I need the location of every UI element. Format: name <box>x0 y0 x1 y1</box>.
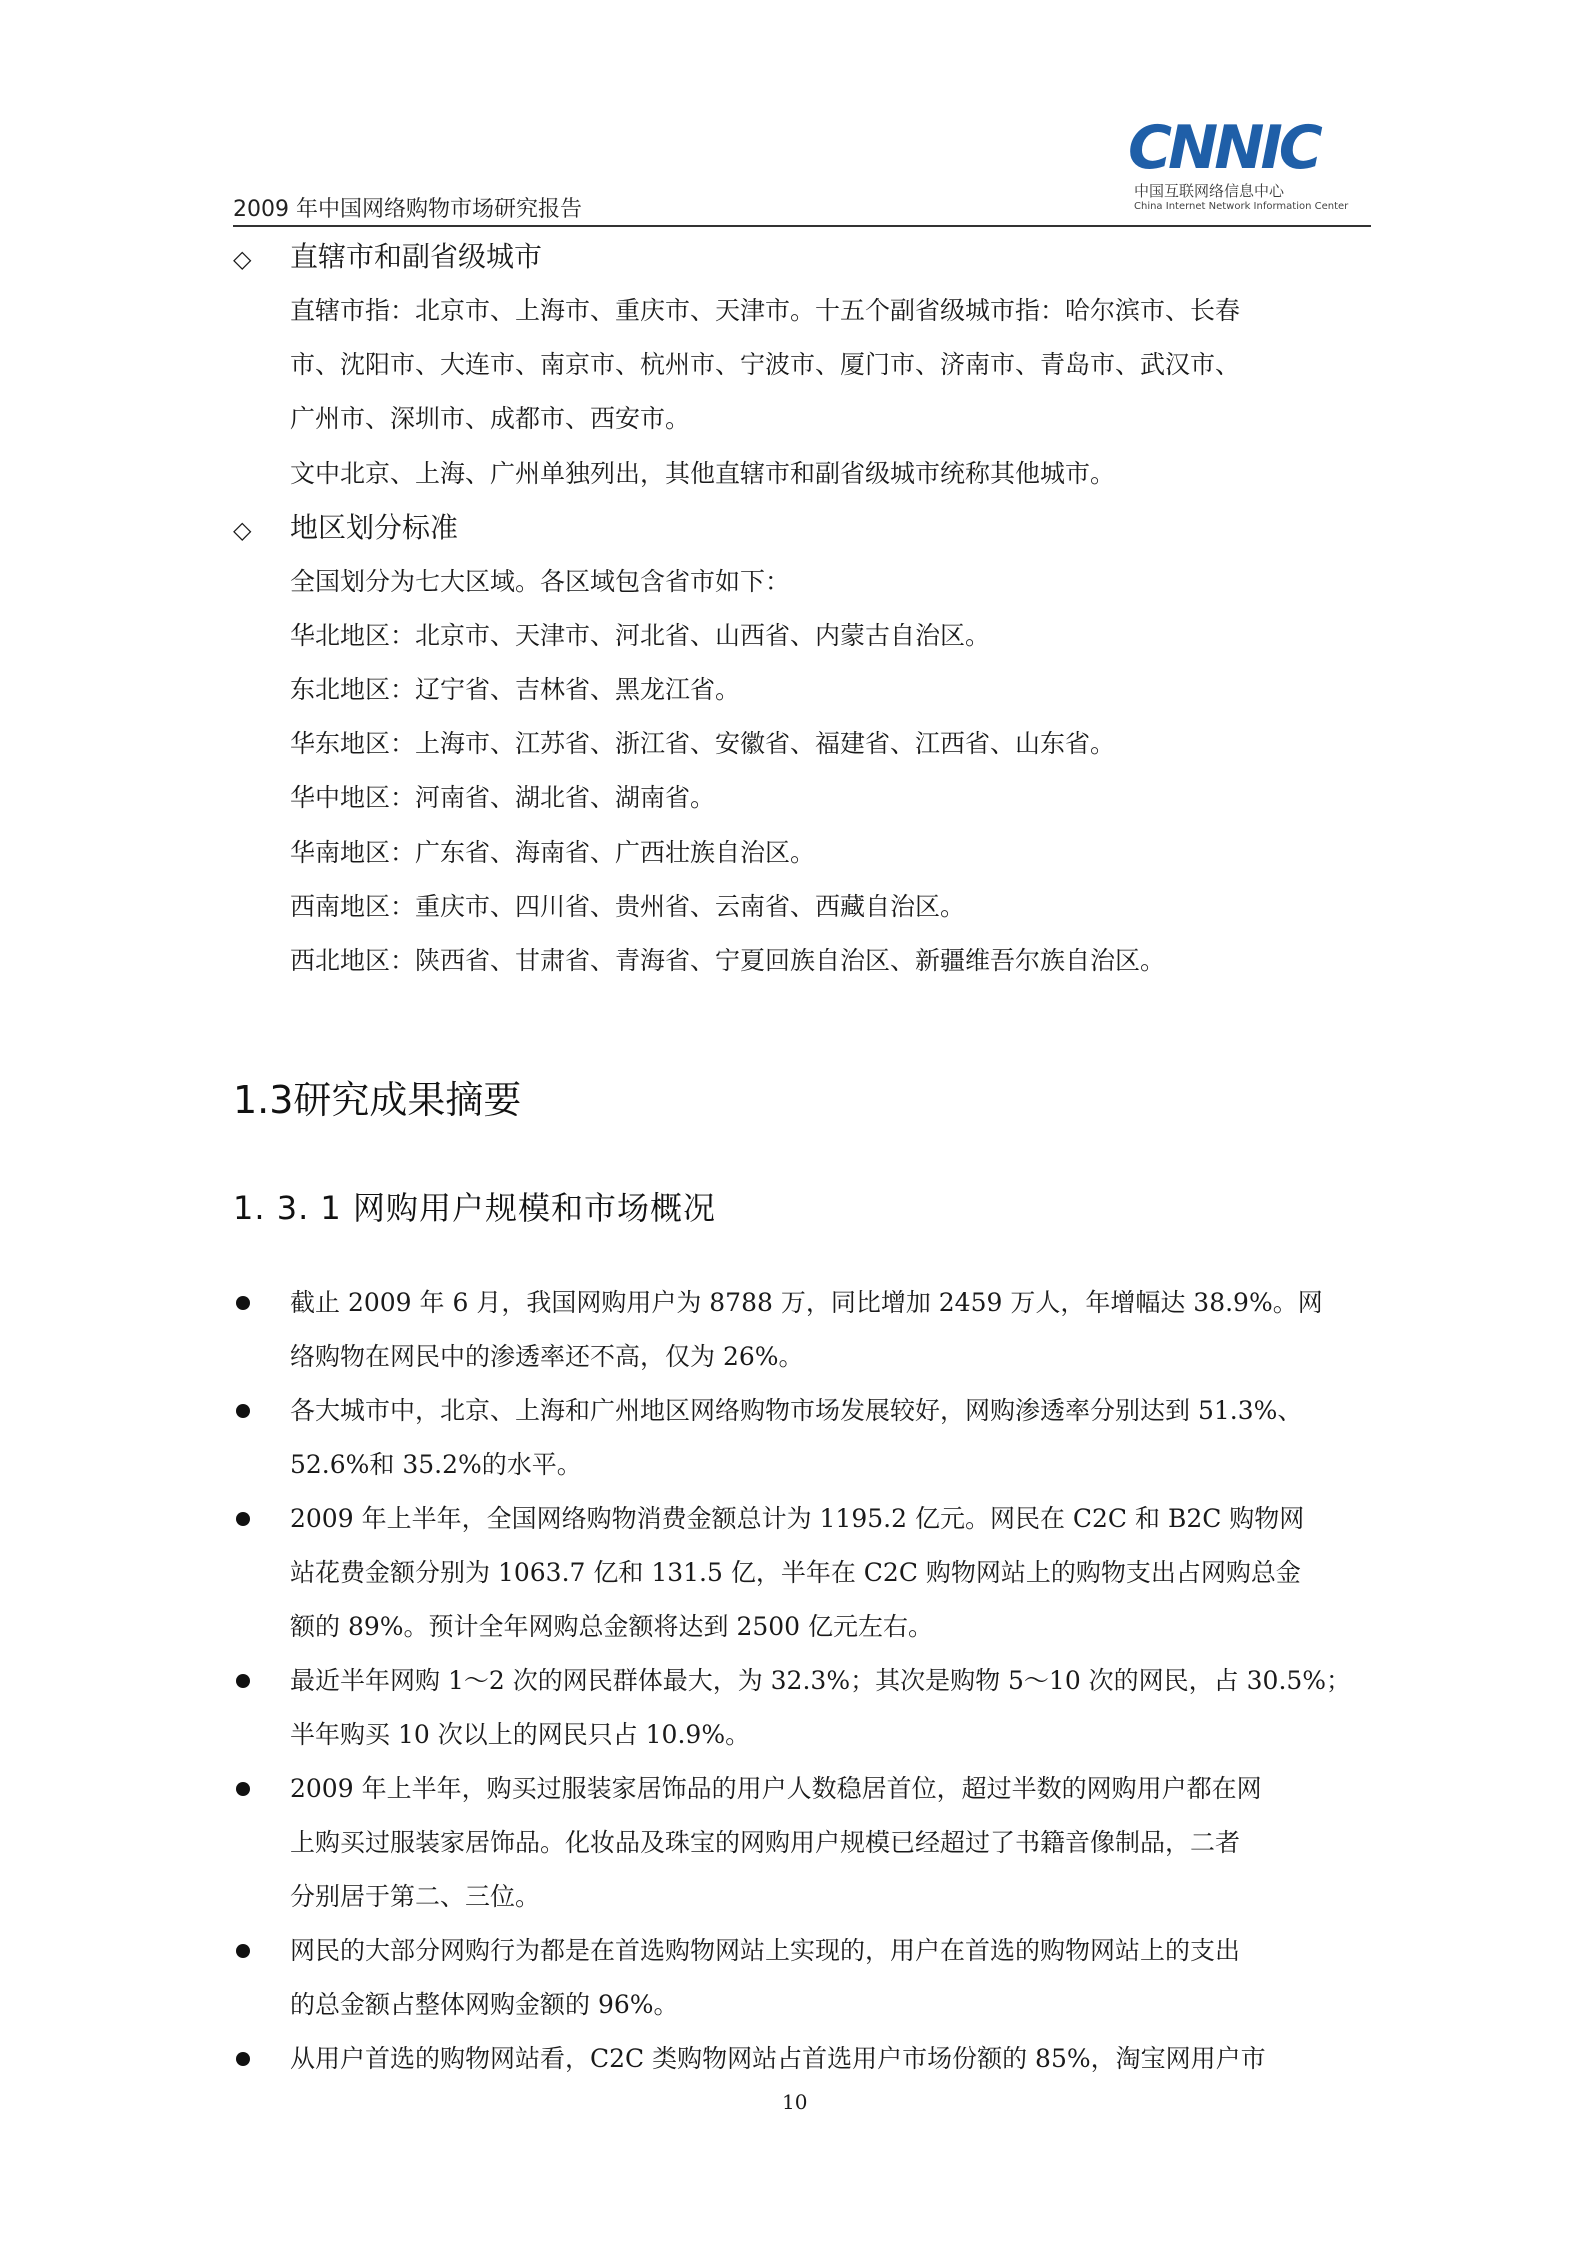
section-heading-regions: 地区划分标准 <box>290 511 459 544</box>
diamond-bullet-icon: ◇ <box>233 245 252 273</box>
bullet-text: 截止 2009 年 6 月，我国网购用户为 8788 万，同比增加 2459 万人，年增幅达 38.9%。网 <box>290 1288 1323 1317</box>
bullet-text: 额的 89%。预计全年网购总金额将达到 2500 亿元左右。 <box>290 1612 934 1641</box>
bullet-text: 分别居于第二、三位。 <box>290 1882 541 1911</box>
bullet-text: 络购物在网民中的渗透率还不高，仅为 26%。 <box>290 1342 804 1371</box>
region-line: 西北地区：陕西省、甘肃省、青海省、宁夏回族自治区、新疆维吾尔族自治区。 <box>290 946 1166 975</box>
paragraph-line: 文中北京、上海、广州单独列出，其他直辖市和副省级城市统称其他城市。 <box>290 459 1116 488</box>
region-line: 华中地区：河南省、湖北省、湖南省。 <box>290 783 716 812</box>
paragraph-line: 全国划分为七大区域。各区域包含省市如下： <box>290 567 791 596</box>
bullet-text: 的总金额占整体网购金额的 96%。 <box>290 1990 679 2019</box>
bullet-text: 网民的大部分网购行为都是在首选购物网站上实现的，用户在首选的购物网站上的支出 <box>290 1936 1241 1965</box>
bullet-text: 半年购买 10 次以上的网民只占 10.9%。 <box>290 1720 751 1749</box>
bullet-text: 52.6%和 35.2%的水平。 <box>290 1450 582 1479</box>
bullet-text: 2009 年上半年，购买过服装家居饰品的用户人数稳居首位，超过半数的网购用户都在网 <box>290 1774 1262 1803</box>
region-line: 西南地区：重庆市、四川省、贵州省、云南省、西藏自治区。 <box>290 892 966 921</box>
section-title-1-3-1: 1. 3. 1 网购用户规模和市场概况 <box>233 1189 716 1227</box>
paragraph-line: 市、沈阳市、大连市、南京市、杭州市、宁波市、厦门市、济南市、青岛市、武汉市、 <box>290 350 1241 379</box>
paragraph-line: 广州市、深圳市、成都市、西安市。 <box>290 404 691 433</box>
section-heading-cities: 直辖市和副省级城市 <box>290 240 543 273</box>
bullet-text: 最近半年网购 1～2 次的网民群体最大，为 32.3%；其次是购物 5～10 次的网民，占 30.5%； <box>290 1666 1352 1695</box>
bullet-text: 2009 年上半年，全国网络购物消费金额总计为 1195.2 亿元。网民在 C2C 和 B2C 购物网 <box>290 1504 1305 1533</box>
paragraph-line: 直辖市指：北京市、上海市、重庆市、天津市。十五个副省级城市指：哈尔滨市、长春 <box>290 296 1241 325</box>
region-line: 华南地区：广东省、海南省、广西壮族自治区。 <box>290 838 816 867</box>
bullet-icon <box>236 1674 250 1688</box>
region-line: 东北地区：辽宁省、吉林省、黑龙江省。 <box>290 675 741 704</box>
bullet-icon <box>236 2052 250 2066</box>
diamond-bullet-icon: ◇ <box>233 516 252 544</box>
page-number: 10 <box>782 2090 808 2114</box>
bullet-text: 上购买过服装家居饰品。化妆品及珠宝的网购用户规模已经超过了书籍音像制品，二者 <box>290 1828 1241 1857</box>
bullet-text: 从用户首选的购物网站看，C2C 类购物网站占首选用户市场份额的 85%，淘宝网用户市 <box>290 2044 1266 2073</box>
section-title-1-3: 1.3研究成果摘要 <box>233 1078 522 1122</box>
logo-chinese-name: 中国互联网络信息中心 <box>1134 182 1285 200</box>
bullet-icon <box>236 1296 250 1310</box>
header-divider <box>233 225 1371 227</box>
logo-english-name: China Internet Network Information Center <box>1134 201 1349 212</box>
bullet-text: 各大城市中，北京、上海和广州地区网络购物市场发展较好，网购渗透率分别达到 51.3%、 <box>290 1396 1303 1425</box>
bullet-text: 站花费金额分别为 1063.7 亿和 131.5 亿，半年在 C2C 购物网站上的购物支出占网购总金 <box>290 1558 1301 1587</box>
bullet-icon <box>236 1404 250 1418</box>
region-line: 华北地区：北京市、天津市、河北省、山西省、内蒙古自治区。 <box>290 621 991 650</box>
region-line: 华东地区：上海市、江苏省、浙江省、安徽省、福建省、江西省、山东省。 <box>290 729 1116 758</box>
bullet-icon <box>236 1944 250 1958</box>
bullet-icon <box>236 1512 250 1526</box>
cnnic-logo <box>1128 113 1358 218</box>
bullet-icon <box>236 1782 250 1796</box>
report-title: 2009 年中国网络购物市场研究报告 <box>233 197 582 222</box>
logo-wordmark: CNNIC <box>1128 113 1319 183</box>
